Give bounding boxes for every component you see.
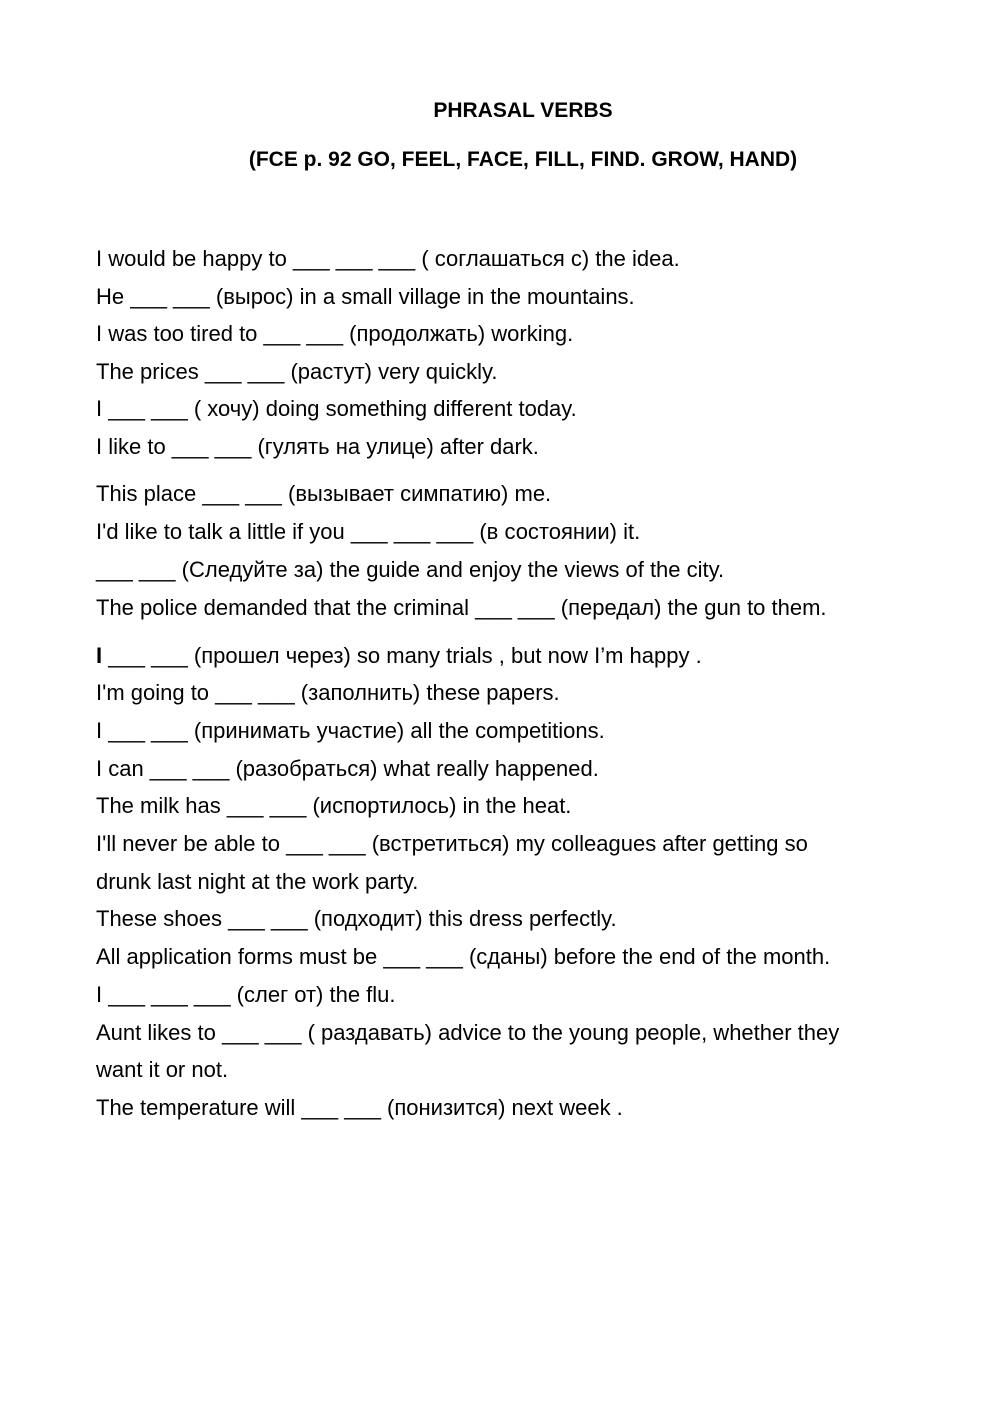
exercise-line: I'll never be able to ___ ___ (встретиться) my colleagues after getting so xyxy=(96,831,808,856)
exercise-line: I'd like to talk a little if you ___ ___ ___ (в состоянии) it. xyxy=(96,519,641,544)
exercise-line: All application forms must be ___ ___ (сданы) before the end of the month. xyxy=(96,944,831,969)
exercise-line: This place ___ ___ (вызывает симпатию) me. xyxy=(96,481,552,506)
page-title: PHRASAL VERBS xyxy=(433,99,613,122)
bold-lead: I xyxy=(96,643,103,668)
exercise-line: The milk has ___ ___ (испортилось) in the heat. xyxy=(96,793,572,818)
exercise-line: I'm going to ___ ___ (заполнить) these papers. xyxy=(96,680,560,705)
exercise-line: These shoes ___ ___ (подходит) this dress perfectly. xyxy=(96,906,617,931)
exercise-line: Aunt likes to ___ ___ ( раздавать) advice to the young people, whether they xyxy=(96,1020,840,1045)
exercise-line: I ___ ___ ( хочу) doing something different today. xyxy=(96,396,577,421)
exercise-line: I ___ ___ (принимать участие) all the competitions. xyxy=(96,718,605,743)
exercise-line: The prices ___ ___ (растут) very quickly. xyxy=(96,359,498,384)
page-subtitle: (FCE p. 92 GO, FEEL, FACE, FILL, FIND. GROW, HAND) xyxy=(248,148,798,171)
exercise-line-continuation: drunk last night at the work party. xyxy=(96,869,419,894)
exercise-line: I was too tired to ___ ___ (продолжать) working. xyxy=(96,321,574,346)
exercise-line: The temperature will ___ ___ (понизится) next week . xyxy=(96,1095,623,1120)
exercise-line: I like to ___ ___ (гулять на улице) after dark. xyxy=(96,434,539,459)
exercise-line-continuation: want it or not. xyxy=(96,1057,229,1082)
exercise-line: I ___ ___ ___ (слег от) the flu. xyxy=(96,982,396,1007)
exercise-line: The police demanded that the criminal ___ ___ (передал) the gun to them. xyxy=(96,595,827,620)
exercise-line: I would be happy to ___ ___ ___ ( соглашаться с) the idea. xyxy=(96,246,680,271)
exercise-line xyxy=(96,641,702,671)
exercise-line-text: ___ ___ (прошел через) so many trials , but now I’m happy . xyxy=(108,643,702,668)
exercise-line: ___ ___ (Следуйте за) the guide and enjoy the views of the city. xyxy=(96,557,725,582)
exercise-line: I can ___ ___ (разобраться) what really happened. xyxy=(96,756,599,781)
exercise-line: He ___ ___ (вырос) in a small village in the mountains. xyxy=(96,284,635,309)
